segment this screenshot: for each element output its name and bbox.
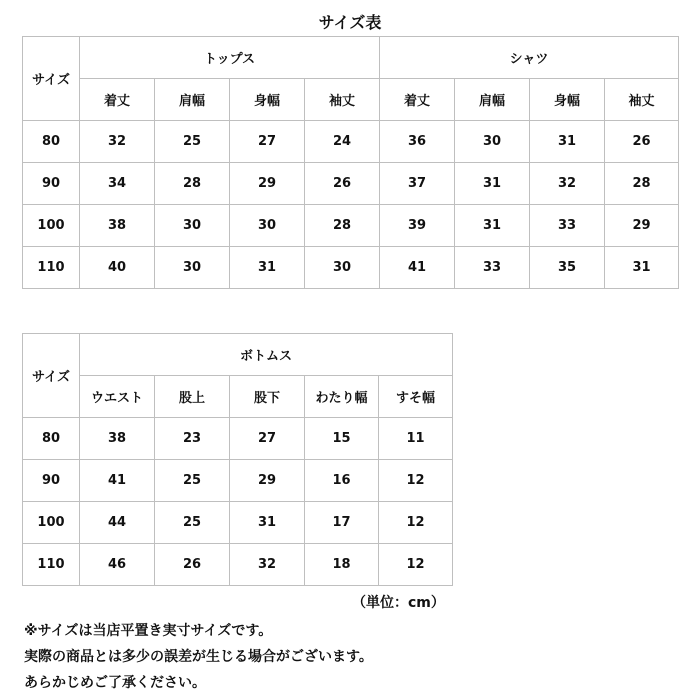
- group-header-shirts: シャツ: [380, 37, 679, 79]
- value-cell: 24: [305, 121, 380, 163]
- size-header-cell: サイズ: [23, 334, 80, 418]
- value-cell: 33: [530, 205, 605, 247]
- value-cell: 38: [80, 418, 155, 460]
- value-cell: 31: [455, 163, 530, 205]
- size-cell: 100: [23, 205, 80, 247]
- column-header: 身幅: [530, 79, 605, 121]
- value-cell: 12: [379, 544, 453, 586]
- value-cell: 27: [230, 418, 305, 460]
- value-cell: 33: [455, 247, 530, 289]
- value-cell: 31: [230, 502, 305, 544]
- value-cell: 31: [455, 205, 530, 247]
- table-row: [23, 502, 453, 544]
- value-cell: 32: [80, 121, 155, 163]
- size-cell: 90: [23, 460, 80, 502]
- note-line: ※サイズは当店平置き実寸サイズです。: [24, 623, 273, 639]
- value-cell: 11: [379, 418, 453, 460]
- column-header: 袖丈: [305, 79, 380, 121]
- value-cell: 25: [155, 502, 230, 544]
- value-cell: 18: [305, 544, 379, 586]
- value-cell: 23: [155, 418, 230, 460]
- value-cell: 29: [605, 205, 679, 247]
- value-cell: 28: [305, 205, 380, 247]
- value-cell: 30: [305, 247, 380, 289]
- column-header: 肩幅: [155, 79, 230, 121]
- value-cell: 30: [230, 205, 305, 247]
- value-cell: 37: [380, 163, 455, 205]
- value-cell: 26: [605, 121, 679, 163]
- value-cell: 40: [80, 247, 155, 289]
- value-cell: 32: [230, 544, 305, 586]
- size-table-bottoms: [22, 333, 453, 586]
- value-cell: 34: [80, 163, 155, 205]
- column-header: 袖丈: [605, 79, 679, 121]
- column-header: 肩幅: [455, 79, 530, 121]
- size-table-tops-shirts: [22, 36, 679, 289]
- value-cell: 32: [530, 163, 605, 205]
- value-cell: 44: [80, 502, 155, 544]
- column-header: 身幅: [230, 79, 305, 121]
- value-cell: 36: [380, 121, 455, 163]
- page-title: サイズ表: [318, 13, 382, 32]
- column-header: ウエスト: [80, 376, 155, 418]
- table-row: [23, 418, 453, 460]
- value-cell: 39: [380, 205, 455, 247]
- column-header: わたり幅: [305, 376, 379, 418]
- value-cell: 12: [379, 460, 453, 502]
- value-cell: 28: [155, 163, 230, 205]
- value-cell: 30: [155, 205, 230, 247]
- table-row: [23, 460, 453, 502]
- table-row: [23, 205, 679, 247]
- size-cell: 80: [23, 121, 80, 163]
- value-cell: 27: [230, 121, 305, 163]
- value-cell: 31: [605, 247, 679, 289]
- value-cell: 46: [80, 544, 155, 586]
- column-header: 股下: [230, 376, 305, 418]
- column-header: 着丈: [80, 79, 155, 121]
- value-cell: 29: [230, 163, 305, 205]
- value-cell: 41: [80, 460, 155, 502]
- value-cell: 35: [530, 247, 605, 289]
- column-header: 股上: [155, 376, 230, 418]
- value-cell: 26: [305, 163, 380, 205]
- unit-note: （単位：cm）: [352, 595, 445, 611]
- value-cell: 31: [530, 121, 605, 163]
- size-cell: 80: [23, 418, 80, 460]
- column-header: 着丈: [380, 79, 455, 121]
- group-header-bottoms: ボトムス: [80, 334, 453, 376]
- table-row: [23, 163, 679, 205]
- value-cell: 16: [305, 460, 379, 502]
- value-cell: 15: [305, 418, 379, 460]
- value-cell: 26: [155, 544, 230, 586]
- value-cell: 30: [155, 247, 230, 289]
- value-cell: 29: [230, 460, 305, 502]
- size-cell: 110: [23, 544, 80, 586]
- size-cell: 110: [23, 247, 80, 289]
- value-cell: 25: [155, 460, 230, 502]
- notes-block: [24, 618, 373, 696]
- note-line: あらかじめご了承ください。: [24, 675, 206, 691]
- note-line: 実際の商品とは多少の誤差が生じる場合がございます。: [24, 649, 373, 665]
- value-cell: 12: [379, 502, 453, 544]
- size-cell: 90: [23, 163, 80, 205]
- table-row: [23, 121, 679, 163]
- size-cell: 100: [23, 502, 80, 544]
- value-cell: 17: [305, 502, 379, 544]
- table-row: [23, 544, 453, 586]
- column-header: すそ幅: [379, 376, 453, 418]
- value-cell: 38: [80, 205, 155, 247]
- value-cell: 31: [230, 247, 305, 289]
- value-cell: 30: [455, 121, 530, 163]
- value-cell: 28: [605, 163, 679, 205]
- value-cell: 25: [155, 121, 230, 163]
- group-header-tops: トップス: [80, 37, 380, 79]
- table-row: [23, 247, 679, 289]
- value-cell: 41: [380, 247, 455, 289]
- size-header-cell: サイズ: [23, 37, 80, 121]
